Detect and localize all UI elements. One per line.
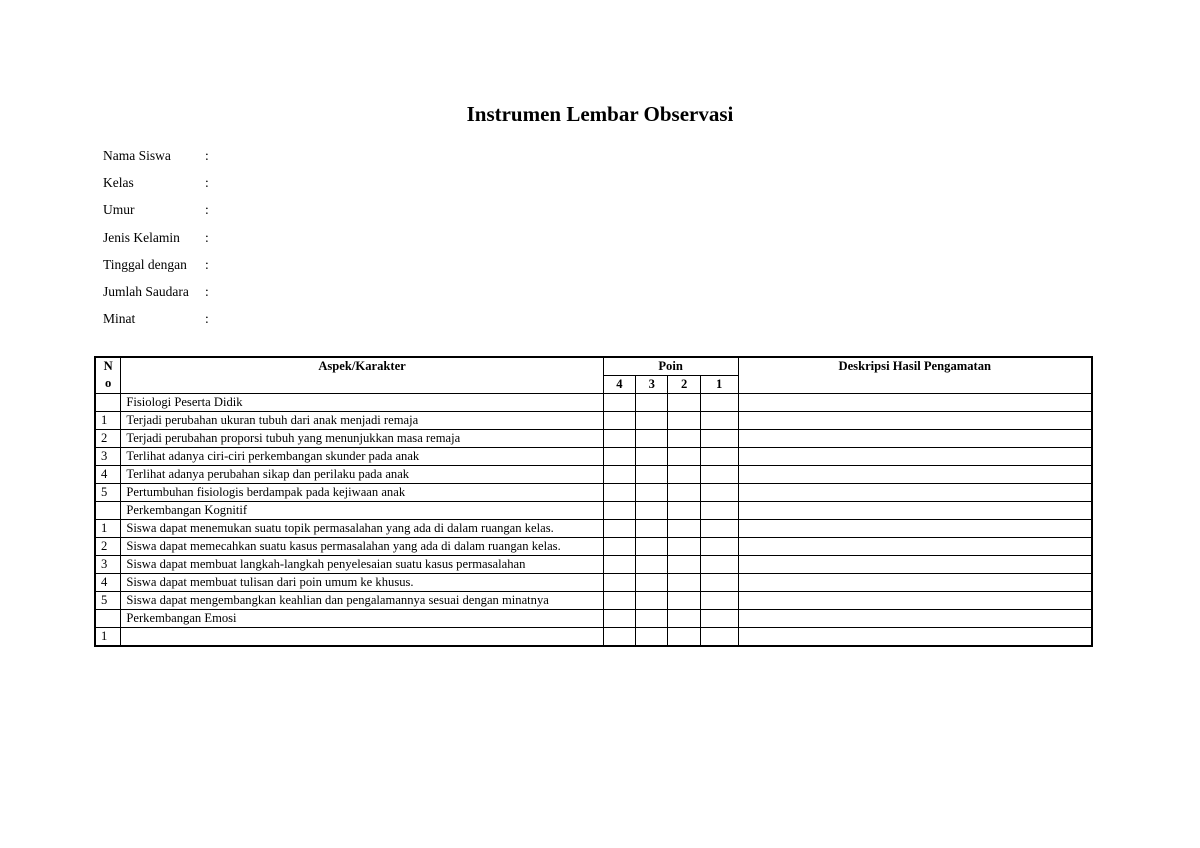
score-header-2: 2	[668, 376, 700, 394]
description-cell[interactable]	[738, 412, 1092, 430]
row-aspek: Siswa dapat membuat langkah-langkah penyelesaian suatu kasus permasalahan	[121, 556, 603, 574]
score-cell[interactable]	[603, 394, 635, 412]
score-cell[interactable]	[668, 556, 700, 574]
score-cell[interactable]	[700, 448, 738, 466]
description-cell[interactable]	[738, 448, 1092, 466]
row-no: 3	[95, 448, 121, 466]
student-info	[103, 146, 215, 336]
field-tinggal-dengan[interactable]	[103, 255, 215, 282]
score-cell[interactable]	[603, 520, 635, 538]
row-aspek[interactable]	[121, 628, 603, 647]
section-no	[95, 502, 121, 520]
table-row	[95, 412, 1092, 430]
score-cell[interactable]	[636, 538, 668, 556]
field-label: Minat	[103, 311, 136, 327]
description-cell[interactable]	[738, 556, 1092, 574]
score-cell[interactable]	[668, 592, 700, 610]
field-label: Nama Siswa	[103, 148, 171, 163]
aspek-header: Aspek/Karakter	[121, 357, 603, 394]
field-separator: :	[205, 311, 209, 327]
poin-header: Poin	[603, 357, 738, 376]
score-cell[interactable]	[668, 520, 700, 538]
table-row	[95, 538, 1092, 556]
section-title: Perkembangan Emosi	[121, 610, 603, 628]
description-cell[interactable]	[738, 466, 1092, 484]
score-cell[interactable]	[700, 484, 738, 502]
description-cell[interactable]	[738, 628, 1092, 647]
description-cell[interactable]	[738, 502, 1092, 520]
score-cell[interactable]	[668, 394, 700, 412]
table-row	[95, 556, 1092, 574]
score-header-3: 3	[636, 376, 668, 394]
description-cell[interactable]	[738, 592, 1092, 610]
score-cell[interactable]	[700, 520, 738, 538]
field-kelas[interactable]	[103, 173, 215, 200]
score-cell[interactable]	[700, 556, 738, 574]
score-cell[interactable]	[603, 430, 635, 448]
section-title: Perkembangan Kognitif	[121, 502, 603, 520]
field-jenis-kelamin[interactable]	[103, 228, 215, 255]
score-cell[interactable]	[603, 538, 635, 556]
no-header	[95, 357, 121, 394]
score-cell[interactable]	[668, 574, 700, 592]
row-aspek: Terjadi perubahan proporsi tubuh yang menunjukkan masa remaja	[121, 430, 603, 448]
score-cell[interactable]	[700, 610, 738, 628]
description-cell[interactable]	[738, 610, 1092, 628]
row-aspek: Siswa dapat membuat tulisan dari poin umum ke khusus.	[121, 574, 603, 592]
field-separator: :	[205, 256, 209, 272]
score-cell[interactable]	[603, 610, 635, 628]
score-cell[interactable]	[668, 610, 700, 628]
score-cell[interactable]	[603, 412, 635, 430]
description-cell[interactable]	[738, 430, 1092, 448]
field-label: Jenis Kelamin	[103, 229, 180, 245]
score-cell[interactable]	[700, 592, 738, 610]
deskripsi-header: Deskripsi Hasil Pengamatan	[738, 357, 1092, 394]
row-no: 2	[95, 430, 121, 448]
score-cell[interactable]	[636, 448, 668, 466]
score-cell[interactable]	[636, 520, 668, 538]
table-row	[95, 484, 1092, 502]
score-header-1: 1	[700, 376, 738, 394]
score-cell[interactable]	[603, 502, 635, 520]
field-separator: :	[205, 148, 209, 163]
row-aspek: Terlihat adanya ciri-ciri perkembangan skunder pada anak	[121, 448, 603, 466]
table-row	[95, 520, 1092, 538]
row-no: 3	[95, 556, 121, 574]
row-aspek: Siswa dapat memecahkan suatu kasus permasalahan yang ada di dalam ruangan kelas.	[121, 538, 603, 556]
score-cell[interactable]	[668, 628, 700, 647]
section-title: Fisiologi Peserta Didik	[121, 394, 603, 412]
score-cell[interactable]	[636, 484, 668, 502]
score-cell[interactable]	[636, 430, 668, 448]
table-row	[95, 430, 1092, 448]
score-cell[interactable]	[636, 502, 668, 520]
row-no: 4	[95, 574, 121, 592]
field-nama-siswa[interactable]	[103, 146, 215, 173]
section-no	[95, 610, 121, 628]
field-label: Umur	[103, 202, 135, 218]
section-row	[95, 394, 1092, 412]
field-minat[interactable]	[103, 309, 215, 336]
score-header-4: 4	[603, 376, 635, 394]
score-cell[interactable]	[700, 628, 738, 647]
description-cell[interactable]	[738, 394, 1092, 412]
score-cell[interactable]	[668, 538, 700, 556]
table-row	[95, 592, 1092, 610]
row-no: 2	[95, 538, 121, 556]
description-cell[interactable]	[738, 574, 1092, 592]
table-row	[95, 628, 1092, 647]
score-cell[interactable]	[636, 574, 668, 592]
field-separator: :	[205, 283, 209, 299]
field-umur[interactable]	[103, 200, 215, 227]
score-cell[interactable]	[700, 466, 738, 484]
description-cell[interactable]	[738, 520, 1092, 538]
row-no: 1	[95, 628, 121, 647]
score-cell[interactable]	[668, 466, 700, 484]
field-separator: :	[205, 202, 209, 218]
field-label: Kelas	[103, 175, 134, 191]
score-cell[interactable]	[636, 412, 668, 430]
row-no: 4	[95, 466, 121, 484]
score-cell[interactable]	[603, 574, 635, 592]
table-row	[95, 466, 1092, 484]
score-cell[interactable]	[636, 628, 668, 647]
section-row	[95, 610, 1092, 628]
score-cell[interactable]	[636, 466, 668, 484]
header-row	[95, 357, 1092, 376]
score-cell[interactable]	[700, 502, 738, 520]
score-cell[interactable]	[668, 412, 700, 430]
score-cell[interactable]	[636, 394, 668, 412]
score-cell[interactable]	[603, 628, 635, 647]
score-cell[interactable]	[700, 538, 738, 556]
row-aspek: Terlihat adanya perubahan sikap dan perilaku pada anak	[121, 466, 603, 484]
field-separator: :	[205, 175, 209, 191]
no-header-top: N	[103, 359, 113, 373]
score-cell[interactable]	[700, 430, 738, 448]
description-cell[interactable]	[738, 484, 1092, 502]
score-cell[interactable]	[603, 448, 635, 466]
row-aspek: Terjadi perubahan ukuran tubuh dari anak menjadi remaja	[121, 412, 603, 430]
row-aspek: Pertumbuhan fisiologis berdampak pada kejiwaan anak	[121, 484, 603, 502]
table-row	[95, 448, 1092, 466]
description-cell[interactable]	[738, 538, 1092, 556]
score-cell[interactable]	[603, 466, 635, 484]
score-cell[interactable]	[668, 502, 700, 520]
section-no	[95, 394, 121, 412]
observation-table	[94, 356, 1093, 647]
score-cell[interactable]	[636, 610, 668, 628]
score-cell[interactable]	[668, 484, 700, 502]
score-cell[interactable]	[603, 556, 635, 574]
row-no: 1	[95, 520, 121, 538]
score-cell[interactable]	[636, 556, 668, 574]
score-cell[interactable]	[700, 394, 738, 412]
score-cell[interactable]	[668, 448, 700, 466]
field-separator: :	[205, 229, 209, 245]
row-no: 5	[95, 484, 121, 502]
table-row	[95, 574, 1092, 592]
page-title: Instrumen Lembar Observasi	[466, 102, 734, 126]
no-header-bottom: o	[105, 376, 112, 390]
field-label: Tinggal dengan	[103, 256, 187, 272]
row-no: 1	[95, 412, 121, 430]
row-aspek: Siswa dapat mengembangkan keahlian dan pengalamannya sesuai dengan minatnya	[121, 592, 603, 610]
score-cell[interactable]	[603, 484, 635, 502]
section-row	[95, 502, 1092, 520]
field-label: Jumlah Saudara	[103, 283, 189, 299]
score-cell[interactable]	[668, 430, 700, 448]
field-jumlah-saudara[interactable]	[103, 282, 215, 309]
score-cell[interactable]	[636, 592, 668, 610]
score-cell[interactable]	[700, 412, 738, 430]
score-cell[interactable]	[700, 574, 738, 592]
row-aspek: Siswa dapat menemukan suatu topik permasalahan yang ada di dalam ruangan kelas.	[121, 520, 603, 538]
score-cell[interactable]	[603, 592, 635, 610]
row-no: 5	[95, 592, 121, 610]
